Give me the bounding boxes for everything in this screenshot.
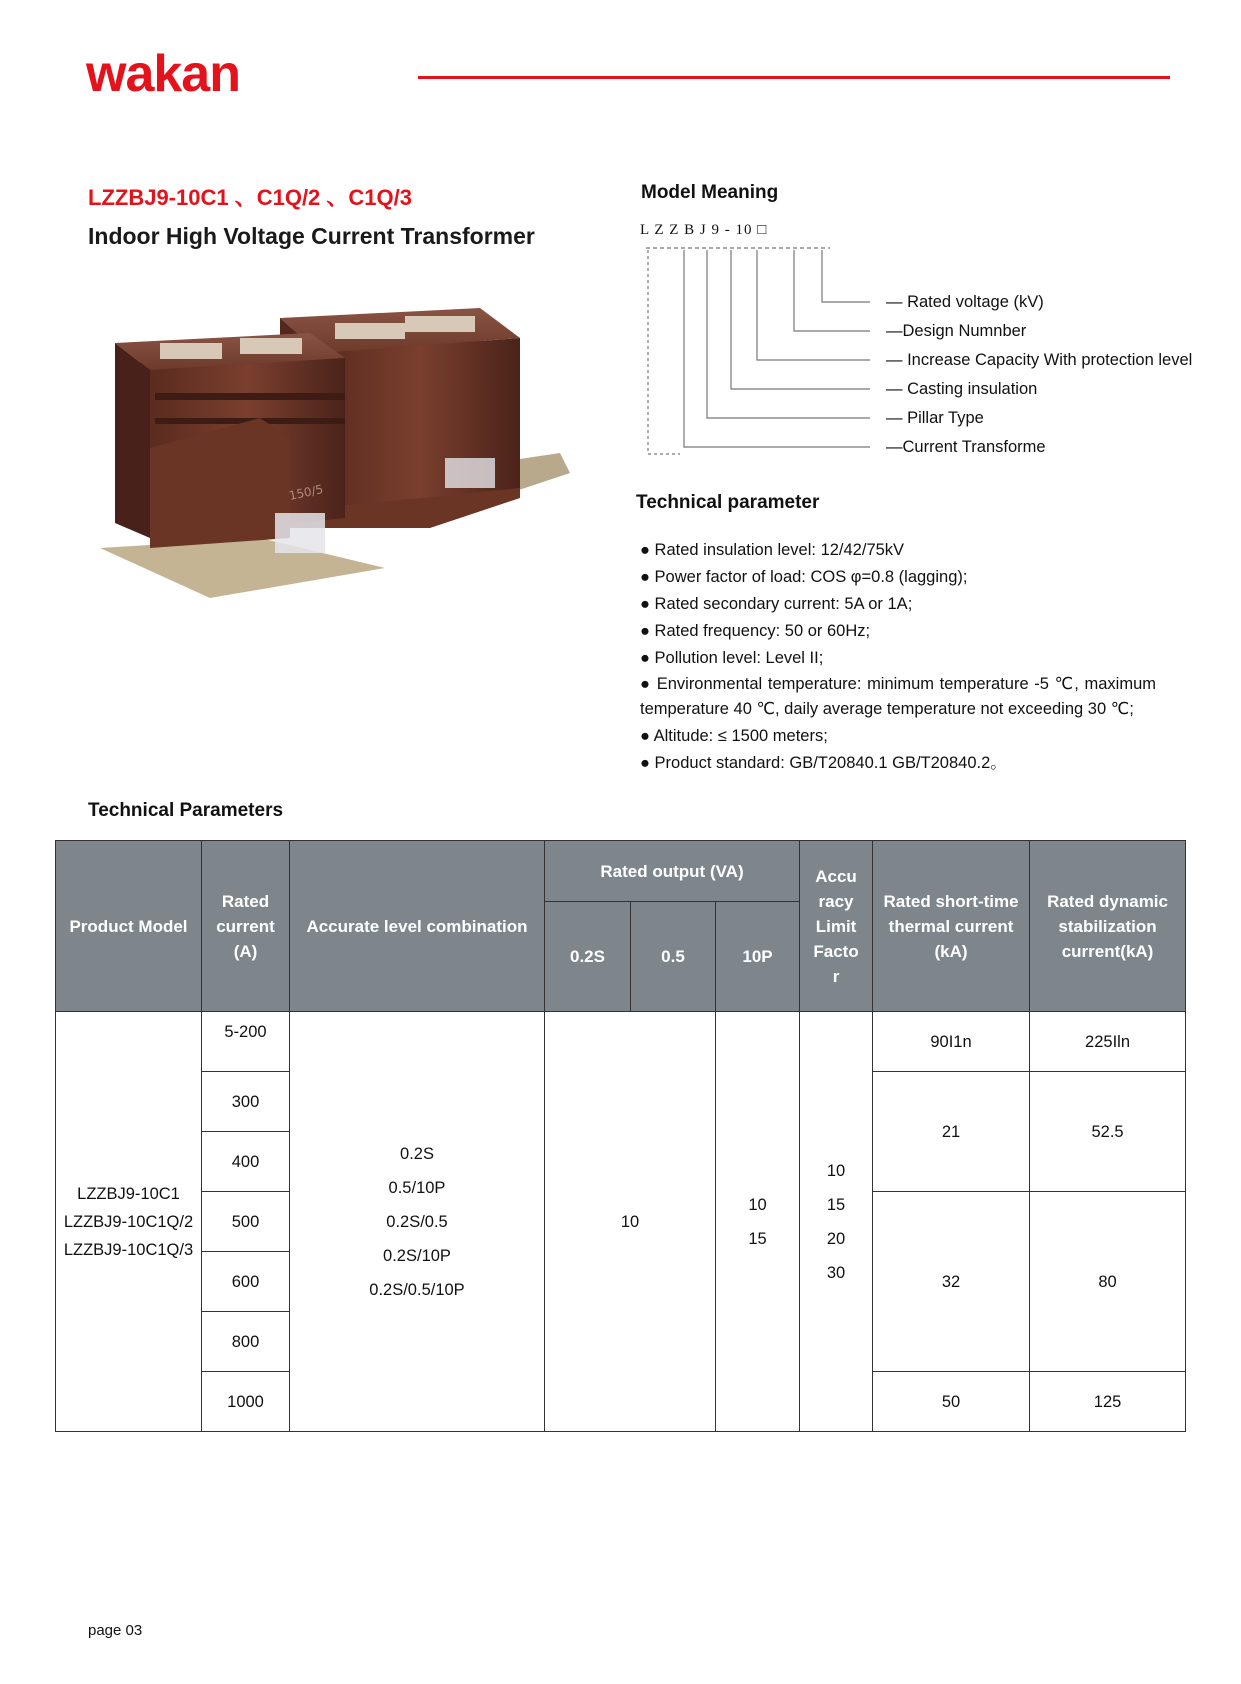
cell-current: 500 bbox=[202, 1192, 290, 1252]
model-meaning-heading: Model Meaning bbox=[641, 182, 779, 203]
cell-thermal: 90I1n bbox=[873, 1012, 1030, 1072]
alf-value: 10 bbox=[826, 1161, 846, 1180]
cell-dynamic: 225Iln bbox=[1030, 1012, 1186, 1072]
tp-item: ● Rated insulation level: 12/42/75kV bbox=[640, 541, 905, 559]
header-divider bbox=[418, 76, 1170, 79]
alf-value: 20 bbox=[826, 1229, 846, 1248]
tp-item: ● Altitude: ≤ 1500 meters; bbox=[640, 727, 828, 745]
alf-value: 15 bbox=[826, 1195, 846, 1214]
model-label-casting: — Casting insulation bbox=[886, 380, 1038, 398]
tp-item: ● Rated secondary current: 5A or 1A; bbox=[640, 595, 913, 613]
cell-accuracy-combinations bbox=[290, 1012, 545, 1432]
tp-item: ● Rated frequency: 50 or 60Hz; bbox=[640, 622, 871, 640]
model-name: LZZBJ9-10C1 bbox=[77, 1184, 180, 1203]
model-name: LZZBJ9-10C1Q/3 bbox=[63, 1240, 194, 1259]
output-10p-value: 10 bbox=[748, 1195, 767, 1214]
model-code: L Z Z B J 9 - 10 □ bbox=[640, 222, 768, 238]
parameters-table bbox=[55, 840, 1186, 1432]
accuracy-combination: 0.2S/0.5 bbox=[386, 1212, 448, 1231]
product-photo bbox=[100, 298, 580, 648]
header-thermal-current: Rated short-time thermal current (kA) bbox=[873, 841, 1030, 1012]
cell-output-02s-05: 10 bbox=[545, 1012, 716, 1432]
cell-current: 400 bbox=[202, 1132, 290, 1192]
accuracy-combination: 0.2S/10P bbox=[383, 1246, 451, 1265]
cell-thermal: 21 bbox=[873, 1072, 1030, 1192]
header-rated-current: Rated current (A) bbox=[202, 841, 290, 1012]
model-label-design-number: —Design Numnber bbox=[886, 322, 1027, 340]
cell-thermal: 50 bbox=[873, 1372, 1030, 1432]
cell-accuracy-limit-factor bbox=[800, 1012, 873, 1432]
header-product-model: Product Model bbox=[56, 841, 202, 1012]
cell-dynamic: 125 bbox=[1030, 1372, 1186, 1432]
page-number: page 03 bbox=[88, 1622, 143, 1639]
accuracy-combination: 0.5/10P bbox=[388, 1178, 446, 1197]
product-model-line: LZZBJ9-10C1 、C1Q/2 、C1Q/3 bbox=[88, 185, 412, 210]
technical-parameter-list bbox=[640, 537, 1156, 777]
cell-product-models bbox=[56, 1012, 202, 1432]
model-label-rated-voltage: — Rated voltage (kV) bbox=[886, 293, 1044, 311]
model-label-capacity: — Increase Capacity With protection level bbox=[886, 351, 1193, 369]
cell-dynamic: 80 bbox=[1030, 1192, 1186, 1372]
accuracy-combination: 0.2S/0.5/10P bbox=[369, 1280, 465, 1299]
model-name: LZZBJ9-10C1Q/2 bbox=[63, 1212, 194, 1231]
cell-current: 1000 bbox=[202, 1372, 290, 1432]
product-title: Indoor High Voltage Current Transformer bbox=[88, 223, 535, 249]
header-accuracy-limit-factor: Accuracy Limit Factor bbox=[800, 841, 873, 1012]
header-rated-output: Rated output (VA) bbox=[545, 841, 800, 902]
photo-rating-label: 150/5 bbox=[287, 482, 325, 503]
header-output-05: 0.5 bbox=[631, 902, 716, 1012]
cell-current: 800 bbox=[202, 1312, 290, 1372]
header-output-02s: 0.2S bbox=[545, 902, 631, 1012]
tp-item: ● Power factor of load: COS φ=0.8 (lagging); bbox=[640, 568, 968, 586]
technical-parameter-heading: Technical parameter bbox=[636, 492, 820, 513]
cell-current: 5-200 bbox=[202, 1012, 290, 1072]
tp-item: ● Pollution level: Level II; bbox=[640, 649, 824, 667]
brand-logo: wakan bbox=[86, 45, 240, 103]
parameters-table-heading: Technical Parameters bbox=[88, 800, 284, 821]
tp-item: ● Environmental temperature: minimum temperature -5 ℃, maximum temperature 40 ℃, daily average temperature not exceeding 30 ℃; bbox=[640, 675, 1156, 718]
header-dynamic-current: Rated dynamic stabilization current(kA) bbox=[1030, 841, 1186, 1012]
cell-output-10p bbox=[716, 1012, 800, 1432]
cell-dynamic: 52.5 bbox=[1030, 1072, 1186, 1192]
model-meaning-diagram bbox=[640, 240, 890, 460]
header-accurate-level: Accurate level combination bbox=[290, 841, 545, 1012]
output-10p-value: 15 bbox=[748, 1229, 767, 1248]
header-output-10p: 10P bbox=[716, 902, 800, 1012]
model-label-pillar: — Pillar Type bbox=[886, 409, 984, 427]
tp-item: ● Product standard: GB/T20840.1 GB/T20840.2。 bbox=[640, 754, 1007, 772]
cell-thermal: 32 bbox=[873, 1192, 1030, 1372]
alf-value: 30 bbox=[826, 1263, 846, 1282]
cell-current: 300 bbox=[202, 1072, 290, 1132]
cell-current: 600 bbox=[202, 1252, 290, 1312]
accuracy-combination: 0.2S bbox=[400, 1144, 434, 1163]
model-label-current-transformer: —Current Transforme bbox=[886, 438, 1046, 456]
